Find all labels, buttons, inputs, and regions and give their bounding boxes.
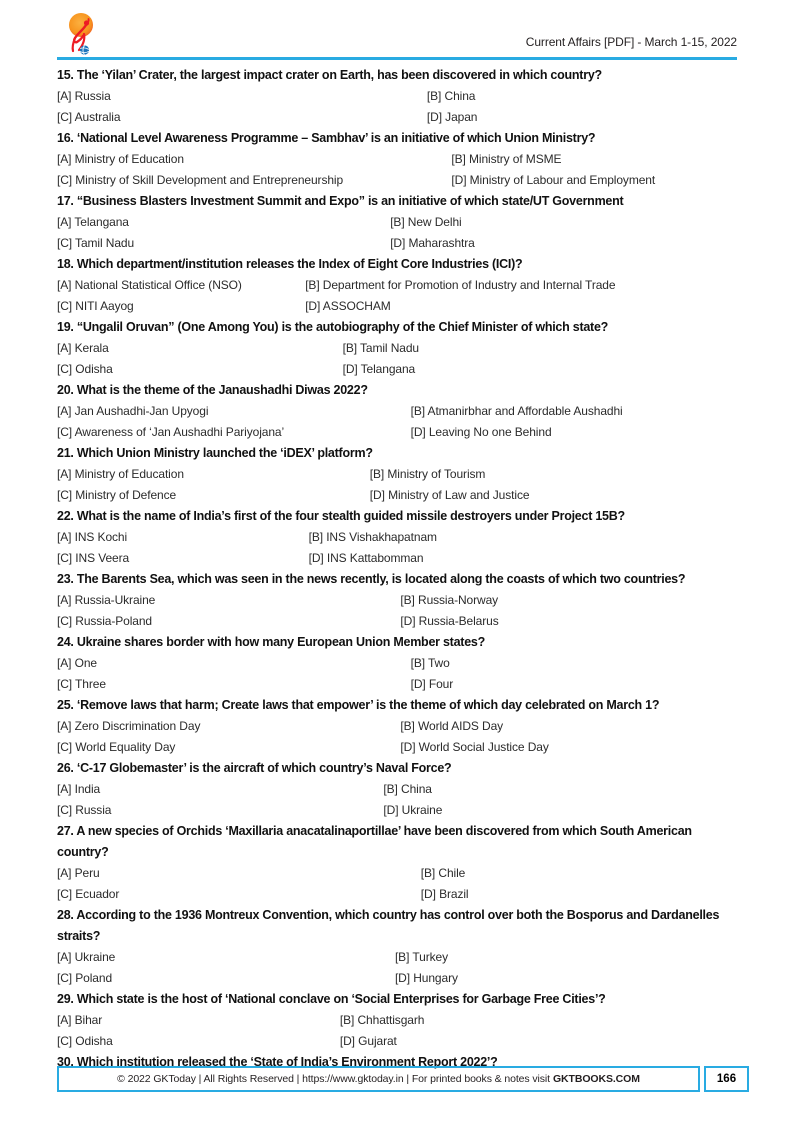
option-d: [D] Ministry of Law and Justice (369, 488, 530, 502)
question-block (57, 821, 737, 905)
option-b: [B] Ministry of Tourism (369, 467, 486, 481)
question-text: 25. ‘Remove laws that harm; Create laws that empower’ is the theme of which day celebrated on March 1? (57, 698, 660, 712)
question-text: 15. The ‘Yilan’ Crater, the largest impact crater on Earth, has been discovered in which country? (57, 68, 602, 82)
header-title: Current Affairs [PDF] - March 1-15, 2022 (525, 35, 737, 49)
question-text: 17. “Business Blasters Investment Summit and Expo” is an initiative of which state/UT Government (57, 194, 624, 208)
question-block (57, 905, 737, 989)
option-b: [B] Ministry of MSME (451, 152, 562, 166)
option-c: [C] NITI Aayog (57, 299, 134, 313)
option-a: [A] INS Kochi (57, 530, 128, 544)
option-c: [C] Odisha (57, 362, 113, 376)
option-b: [B] Department for Promotion of Industry and Internal Trade (305, 278, 616, 292)
option-grid (57, 464, 737, 506)
option-grid (57, 653, 737, 695)
option-a: [A] Telangana (57, 215, 129, 229)
option-a: [A] India (57, 782, 101, 796)
question-text: 24. Ukraine shares border with how many European Union Member states? (57, 635, 486, 649)
option-a: [A] Bihar (57, 1013, 103, 1027)
question-text: 21. Which Union Ministry launched the ‘iDEX’ platform? (57, 446, 373, 460)
question-text: 27. A new species of Orchids ‘Maxillaria anacatalinaportillae’ have been discovered from which South American country? (57, 824, 692, 859)
option-c: [C] INS Veera (57, 551, 130, 565)
option-d: [D] INS Kattabomman (308, 551, 424, 565)
option-b: [B] INS Vishakhapatnam (308, 530, 437, 544)
question-block (57, 380, 737, 443)
option-d: [D] Ukraine (383, 803, 443, 817)
option-d: [D] Russia-Belarus (400, 614, 499, 628)
option-c: [C] Poland (57, 971, 113, 985)
option-d: [D] Japan (426, 110, 478, 124)
question-block (57, 317, 737, 380)
option-c: [C] World Equality Day (57, 740, 176, 754)
question-text: 16. ‘National Level Awareness Programme – Sambhav’ is an initiative of which Union Ministry? (57, 131, 596, 145)
option-d: [D] Hungary (394, 971, 458, 985)
option-c: [C] Ecuador (57, 887, 120, 901)
option-grid (57, 86, 737, 128)
option-d: [D] ASSOCHAM (305, 299, 391, 313)
option-b: [B] New Delhi (390, 215, 462, 229)
option-c: [C] Ministry of Skill Development and Entrepreneurship (57, 173, 344, 187)
option-d: [D] Gujarat (339, 1034, 397, 1048)
option-grid (57, 527, 737, 569)
option-d: [D] Ministry of Labour and Employment (451, 173, 656, 187)
option-b: [B] Turkey (394, 950, 448, 964)
option-a: [A] Ukraine (57, 950, 116, 964)
footer-text: © 2022 GKToday | All Rights Reserved | https://www.gktoday.in | For printed books & notes visit (117, 1073, 550, 1085)
question-text: 22. What is the name of India’s first of the four stealth guided missile destroyers under Project 15B? (57, 509, 625, 523)
option-d: [D] Telangana (342, 362, 416, 376)
option-grid (57, 275, 737, 317)
question-text: 20. What is the theme of the Janaushadhi Diwas 2022? (57, 383, 368, 397)
option-grid (57, 149, 737, 191)
question-text: 18. Which department/institution releases the Index of Eight Core Industries (ICI)? (57, 257, 523, 271)
option-grid (57, 1010, 737, 1052)
option-a: [A] One (57, 656, 97, 670)
option-b: [B] Tamil Nadu (342, 341, 420, 355)
option-c: [C] Awareness of ‘Jan Aushadhi Pariyojana’ (57, 425, 285, 439)
option-c: [C] Tamil Nadu (57, 236, 135, 250)
option-grid (57, 212, 737, 254)
option-grid (57, 716, 737, 758)
option-c: [C] Russia-Poland (57, 614, 153, 628)
option-a: [A] Peru (57, 866, 100, 880)
option-b: [B] Chhattisgarh (339, 1013, 425, 1027)
option-d: [D] Maharashtra (390, 236, 475, 250)
question-text: 29. Which state is the host of ‘National conclave on ‘Social Enterprises for Garbage Free Cities’? (57, 992, 606, 1006)
option-d: [D] World Social Justice Day (400, 740, 549, 754)
question-block (57, 254, 737, 317)
option-b: [B] China (426, 89, 476, 103)
option-a: [A] Zero Discrimination Day (57, 719, 201, 733)
question-block (57, 758, 737, 821)
question-text: 30. Which institution released the ‘State of India’s Environment Report 2022’? (57, 1055, 498, 1069)
option-grid (57, 863, 737, 905)
option-c: [C] Odisha (57, 1034, 113, 1048)
option-a: [A] National Statistical Office (NSO) (57, 278, 242, 292)
option-b: [B] Russia-Norway (400, 593, 499, 607)
question-text: 28. According to the 1936 Montreux Convention, which country has control over both the Bosporus and Dardanelles straits? (57, 908, 720, 943)
option-b: [B] Atmanirbhar and Affordable Aushadhi (410, 404, 623, 418)
question-block (57, 506, 737, 569)
option-b: [B] Two (410, 656, 450, 670)
question-text: 19. “Ungalil Oruvan” (One Among You) is the autobiography of the Chief Minister of which state? (57, 320, 609, 334)
option-grid (57, 590, 737, 632)
question-block (57, 65, 737, 128)
option-grid (57, 338, 737, 380)
question-block (57, 443, 737, 506)
question-list (57, 65, 737, 1073)
option-c: [C] Russia (57, 803, 112, 817)
question-block (57, 191, 737, 254)
option-b: [B] China (383, 782, 432, 796)
option-c: [C] Ministry of Defence (57, 488, 177, 502)
option-b: [B] Chile (420, 866, 466, 880)
option-a: [A] Jan Aushadhi-Jan Upyogi (57, 404, 209, 418)
footer-bar (57, 1066, 700, 1092)
option-grid (57, 401, 737, 443)
option-a: [A] Ministry of Education (57, 152, 184, 166)
option-c: [C] Australia (57, 110, 121, 124)
question-text: 26. ‘C-17 Globemaster’ is the aircraft of which country’s Naval Force? (57, 761, 452, 775)
option-d: [D] Leaving No one Behind (410, 425, 552, 439)
option-d: [D] Four (410, 677, 454, 691)
page-number: 166 (704, 1066, 749, 1092)
option-a: [A] Russia (57, 89, 111, 103)
option-a: [A] Kerala (57, 341, 109, 355)
question-block (57, 128, 737, 191)
option-a: [A] Russia-Ukraine (57, 593, 156, 607)
option-d: [D] Brazil (420, 887, 469, 901)
option-b: [B] World AIDS Day (400, 719, 504, 733)
question-block (57, 569, 737, 632)
footer-brand: GKTBOOKS.COM (552, 1073, 640, 1085)
question-block (57, 632, 737, 695)
page-header (57, 0, 737, 60)
option-c: [C] Three (57, 677, 106, 691)
question-text: 23. The Barents Sea, which was seen in the news recently, is located along the coasts of which two countries? (57, 572, 686, 586)
option-a: [A] Ministry of Education (57, 467, 184, 481)
option-grid (57, 947, 737, 989)
question-block (57, 989, 737, 1052)
gktoday-logo-icon (63, 12, 99, 58)
question-block (57, 695, 737, 758)
option-grid (57, 779, 737, 821)
